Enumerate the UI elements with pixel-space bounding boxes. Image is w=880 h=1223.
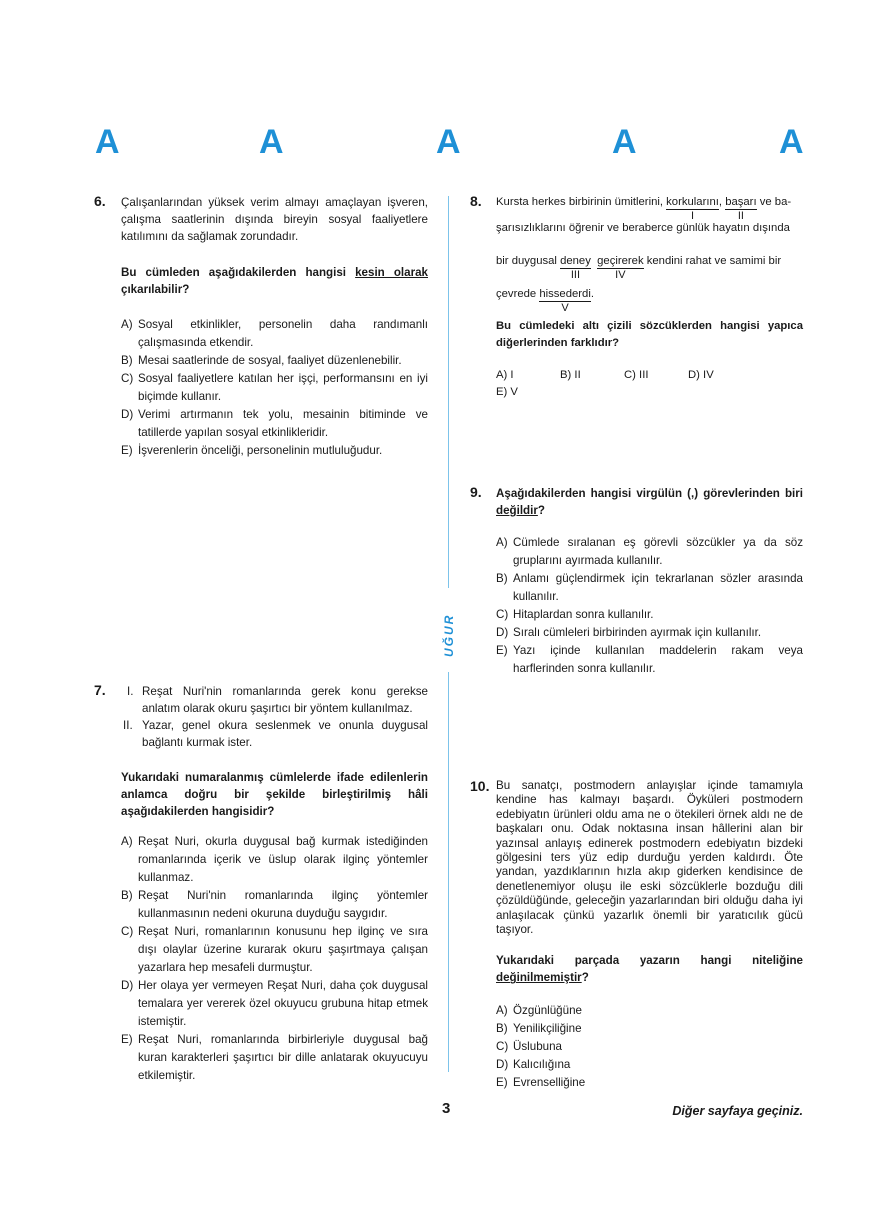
answer-option[interactable]: A) I [496,369,514,381]
booklet-letter: A [612,123,637,161]
answer-option[interactable]: D) Verimi artırmanın tek yolu, mesainin bitiminde ve tatillerde yapılan sosyal etkinlikleridir. [121,408,428,439]
question-6 [121,194,428,460]
answer-option[interactable]: B) Reşat Nuri'nin romanlarında ilginç yöntemler kullanmasının nedeni okuruna duyduğu saygıdır. [121,889,428,920]
next-page-note: Diğer sayfaya geçiniz. [672,1104,803,1118]
underlined-word: geçirerek IV [597,255,644,281]
answer-option[interactable]: D) Kalıcılığına [496,1058,571,1072]
sentence-line: Kursta herkes birbirinin ümitlerini, korkularını I , başarı II ve ba- [496,196,792,222]
question-number: 9. [470,484,482,500]
column-divider [448,196,449,588]
question-10 [496,779,803,1092]
answer-option[interactable]: D) Sıralı cümleleri birbirinden ayırmak için kullanılır. [496,626,762,639]
answer-option[interactable]: E) V [496,386,518,398]
booklet-letter: A [95,123,120,161]
answer-option[interactable]: D) IV [688,369,714,381]
sentence-line: çevrede hissederdi V . [496,288,594,314]
question-prompt: Aşağıdakilerden hangisi virgülün (,) görevlerinden biri değildir? [496,487,803,517]
question-number: 8. [470,193,482,209]
answer-option[interactable]: C) Hitaplardan sonra kullanılır. [496,608,654,621]
booklet-letter: A [436,123,461,161]
sentence-line: bir duygusal deney III geçirerek IV kendini rahat ve samimi bir [496,255,782,281]
answer-option[interactable]: A) Sosyal etkinlikler, personelin daha randımanlı çalışmasında etkendir. [121,318,428,349]
answer-options [121,316,428,460]
question-number: 6. [94,193,106,209]
statement: I. Reşat Nuri'nin romanlarında gerek konu gerekse anlatım olarak okuru şaşırtıcı bir yöntem kullanılmaz. [127,685,428,715]
answer-option[interactable]: E) Yazı içinde kullanılan maddelerin rakam veya harflerinden sonra kullanılır. [496,644,803,675]
question-prompt: Yukarıdaki numaralanmış cümlelerde ifade edilenlerin anlamca doğru bir şekilde birleştirilmiş hâli aşağıdakilerden hangisidir? [121,771,428,818]
underlined-word: hissederdi V [539,288,591,314]
answer-option[interactable]: B) Mesai saatlerinde de sosyal, faaliyet düzenlenebilir. [121,354,402,367]
answer-option[interactable]: C) III [624,369,649,381]
answer-options [496,1002,803,1092]
question-number: 10. [470,778,490,794]
answer-option[interactable]: C) Üslubuna [496,1040,562,1054]
answer-option[interactable]: B) II [560,369,581,381]
sentence-line: şarısızlıklarını öğrenir ve beraberce günlük hayatın dışında [496,222,790,234]
answer-option[interactable]: C) Sosyal faaliyetlere katılan her işçi, performansını en iyi biçimde kullanır. [121,372,428,403]
answer-option[interactable]: E) İşverenlerin önceliği, personelinin mutluluğudur. [121,444,383,457]
question-prompt: Bu cümledeki altı çizili sözcüklerden hangisi yapıca diğerlerinden farklıdır? [496,320,803,349]
question-9 [496,485,803,678]
column-divider [448,672,449,1072]
answer-option[interactable]: B) Anlamı güçlendirmek için tekrarlanan sözler arasında kullanılır. [496,572,803,603]
question-prompt: Bu cümleden aşağıdakilerden hangisi kesin olarak çıkarılabilir? [121,266,428,296]
answer-option[interactable]: A) Cümlede sıralanan eş görevli sözcükler ya da söz gruplarını ayırmada kullanılır. [496,536,803,567]
answer-option[interactable]: A) Reşat Nuri, okurla duygusal bağ kurmak istediğinden romanlarında içerik ve üslup olarak ilginç yöntemler kullanmaz. [121,835,428,884]
booklet-letter: A [779,123,804,161]
question-stem: Çalışanlarından yüksek verim almayı amaçlayan işveren, çalışma saatlerinin dışında bireyin sosyal faaliyetlere katılımını da sağlamak zorundadır. [121,196,428,243]
answer-options [121,833,428,1085]
question-prompt: Yukarıdaki parçada yazarın hangi niteliğine değinilmemiştir? [496,954,803,985]
booklet-letter: A [259,123,284,161]
statement: II. Yazar, genel okura seslenmek ve onunla duygusal bağlantı kurmak ister. [123,719,428,749]
underlined-word: başarı II [725,196,757,222]
underlined-word: korkularını I [666,196,719,222]
answer-option[interactable]: E) Evrenselliğine [496,1076,586,1090]
answer-options [496,367,803,401]
answer-option[interactable]: D) Her olaya yer vermeyen Reşat Nuri, daha çok duygusal temalara yer vererek özel okuyucu grubuna hitap etmek istemiştir. [121,979,428,1028]
question-8 [496,194,803,401]
publisher-label: UĞUR [442,613,456,657]
underlined-word: deney III [560,255,591,281]
answer-option[interactable]: E) Reşat Nuri, romanlarında birbirleriyle duygusal bağ kuran karakterleri şaşırtıcı bir dille anlatarak okuyucuyu etkilemiştir. [121,1033,428,1082]
question-stem: Bu sanatçı, postmodern anlayışlar içinde tamamıyla kendine has kalmayı başardı. Öyküleri postmodern edebiyatın ürünleri oldu ama ne o ötekileri örnek aldı ne de başkaları onu. Odak noktasına insan hâllerini alan bir yazınsal anlayış edinerek postmodern edebiyatın bizdeki gölgesini ters yüz edip durduğu yerden kaldırdı. Öte yandan, yazdıklarının hızla akıp giderken kendisince de denetlenemiyor oluşu ile eski sözcüklerle bozduğu dili çözüldüğünde, geleceğin yazarlarından biri olduğu daha iyi anlaşılacak çünkü yazarlık önemli bir yaratıcılık gücü taşıyor. [496,779,803,937]
page-number: 3 [442,1100,451,1117]
question-7 [121,683,428,1085]
question-number: 7. [94,682,106,698]
answer-option[interactable]: A) Özgünlüğüne [496,1004,582,1018]
answer-option[interactable]: C) Reşat Nuri, romanlarının konusunu hep ilginç ve sıra dışı olaylar üzerine kurarak okuru şaşırtmaya çalışan yazarlara hep mesafeli durmuştur. [121,925,428,974]
answer-options [496,534,803,678]
answer-option[interactable]: B) Yenilikçiliğine [496,1022,582,1036]
